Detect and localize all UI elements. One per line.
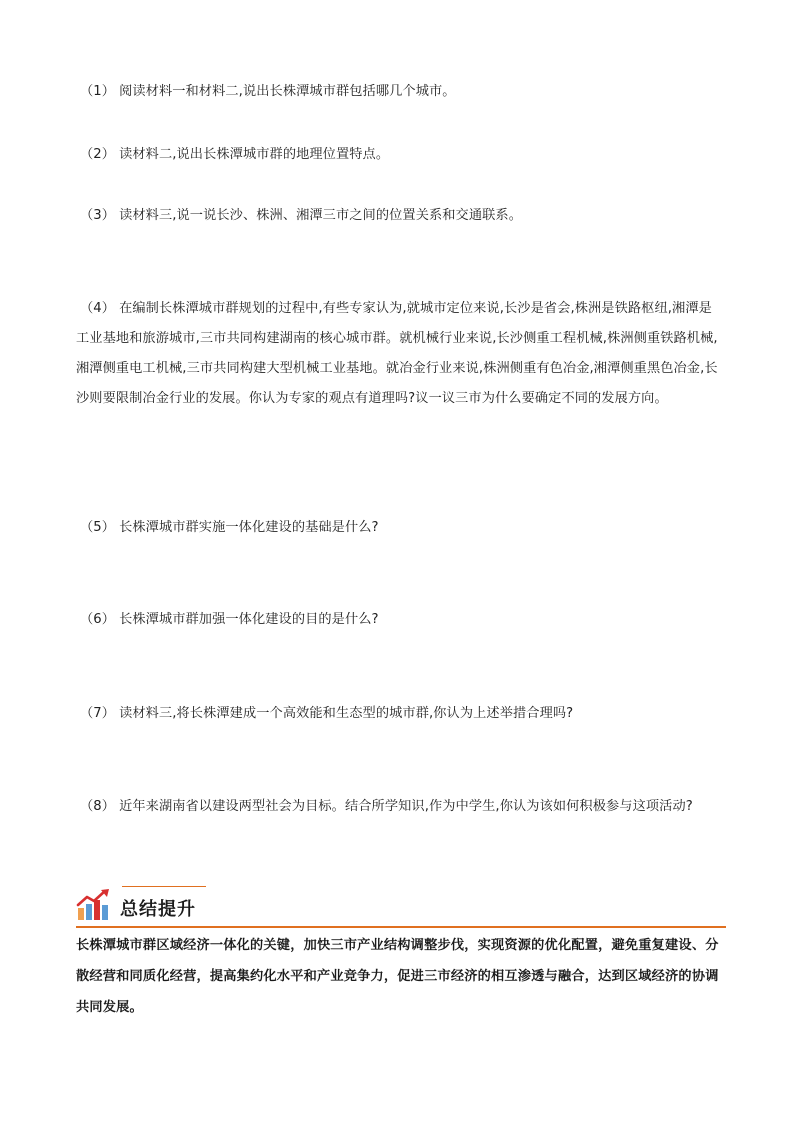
question-text: 长株潭城市群实施一体化建设的基础是什么? — [119, 520, 379, 535]
question-3 — [76, 201, 722, 231]
question-number: （3） — [80, 208, 116, 223]
question-number: （5） — [80, 520, 116, 535]
summary-title: 总结提升 — [120, 899, 196, 920]
question-text: 读材料三,说一说长沙、株洲、湘潭三市之间的位置关系和交通联系。 — [119, 208, 522, 223]
question-number: （6） — [80, 612, 116, 627]
question-number: （1） — [80, 84, 116, 99]
summary-top-divider — [122, 886, 206, 887]
question-8 — [76, 792, 722, 822]
question-number: （2） — [80, 147, 116, 162]
question-number: （7） — [80, 706, 116, 721]
question-text: 长株潭城市群加强一体化建设的目的是什么? — [119, 612, 379, 627]
question-text: 读材料二,说出长株潭城市群的地理位置特点。 — [119, 147, 390, 162]
question-number: （8） — [80, 799, 116, 814]
question-1 — [76, 77, 722, 107]
question-4 — [76, 294, 722, 414]
question-text: 在编制长株潭城市群规划的过程中,有些专家认为,就城市定位来说,长沙是省会,株洲是铁路枢纽,湘潭是工业基地和旅游城市,三市共同构建湖南的核心城市群。就机械行业来说,长沙侧重工程机械,株洲侧重铁路机械,湘潭侧重电工机械,三市共同构建大型机械工业基地。就冶金行业来说,株洲侧重有色冶金,湘潭侧重黑色冶金,长沙则要限制冶金行业的发展。你认为专家的观点有道理吗?议一议三市为什么要确定不同的发展方向。 — [76, 301, 718, 406]
question-7 — [76, 699, 722, 729]
question-number: （4） — [80, 301, 116, 316]
question-6 — [76, 605, 722, 635]
summary-text: 长株潭城市群区域经济一体化的关键，加快三市产业结构调整步伐，实现资源的优化配置，避免重复建设、分散经营和同质化经营，提高集约化水平和产业竞争力，促进三市经济的相互渗透与融合，达到区域经济的协调共同发展。 — [76, 938, 719, 1015]
question-text: 读材料三,将长株潭建成一个高效能和生态型的城市群,你认为上述举措合理吗? — [119, 706, 574, 721]
summary-divider — [76, 926, 726, 928]
summary-header — [76, 886, 726, 926]
question-text: 阅读材料一和材料二,说出长株潭城市群包括哪几个城市。 — [119, 84, 456, 99]
question-text: 近年来湖南省以建设两型社会为目标。结合所学知识,作为中学生,你认为该如何积极参与这项活动? — [119, 799, 693, 814]
growth-chart-icon — [76, 888, 112, 922]
question-2 — [76, 140, 722, 170]
question-5 — [76, 513, 722, 543]
